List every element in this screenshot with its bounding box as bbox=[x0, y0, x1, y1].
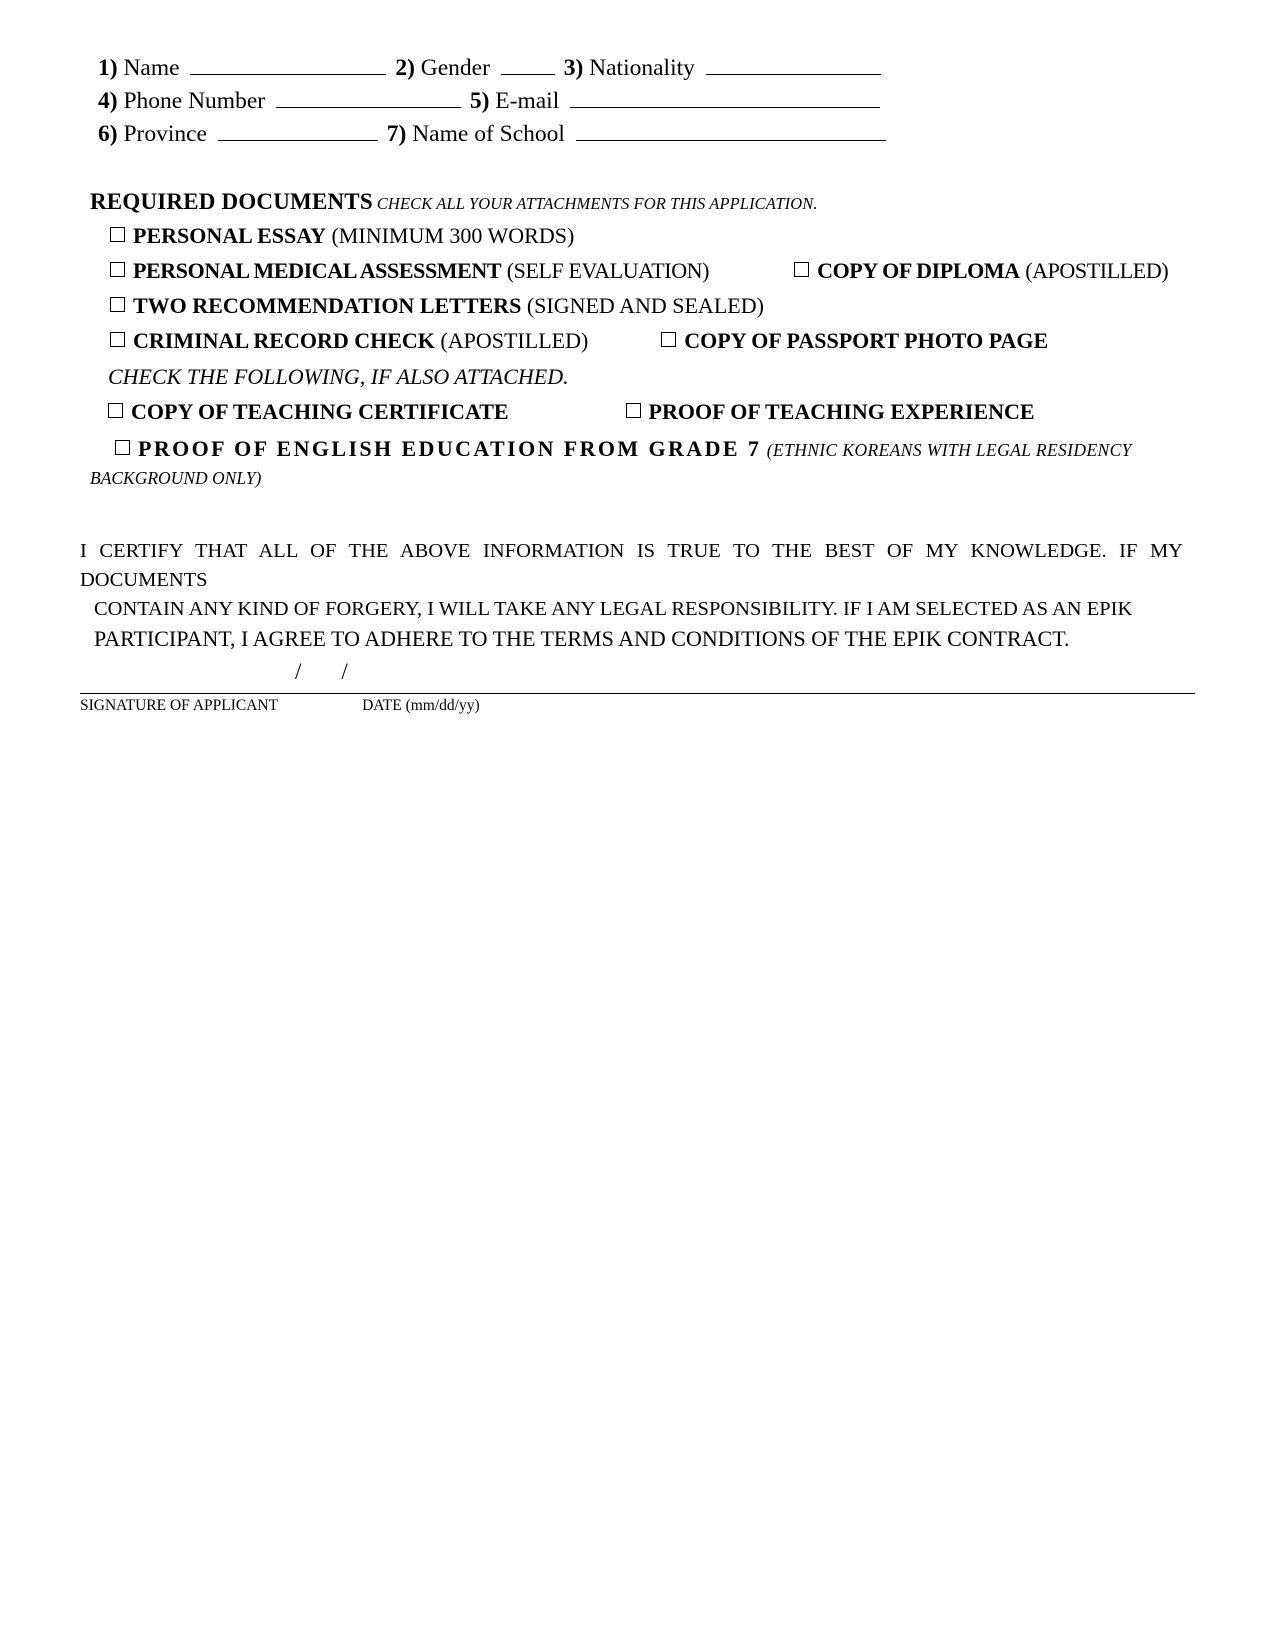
field-number-7: 7) bbox=[386, 121, 407, 147]
signature-rule bbox=[80, 693, 1195, 694]
document-note-personal-essay: (MINIMUM 300 WORDS) bbox=[331, 223, 575, 248]
document-label-medical-assessment: PERSONAL MEDICAL ASSESSMENT bbox=[133, 258, 502, 283]
document-note-copy-of-diploma: (APOSTILLED) bbox=[1025, 258, 1169, 283]
document-note-english-education: (ETHNIC KOREANS WITH LEGAL RESIDENCY bbox=[766, 440, 1132, 460]
checkbox-icon-english-education[interactable] bbox=[115, 440, 130, 455]
checkbox-icon-personal-essay[interactable] bbox=[110, 227, 125, 242]
field-number-3: 3) bbox=[563, 55, 584, 81]
document-row-medical-assessment bbox=[90, 256, 1195, 285]
info-line-2 bbox=[80, 85, 1195, 118]
field-label-nationality: Nationality bbox=[589, 55, 695, 81]
field-label-gender: Gender bbox=[420, 55, 490, 81]
checkbox-icon-medical-assessment[interactable] bbox=[110, 262, 125, 277]
document-note-medical-assessment: (SELF EVALUATION) bbox=[506, 258, 710, 283]
field-label-school: Name of School bbox=[412, 121, 565, 147]
required-documents-heading: REQUIRED DOCUMENTS bbox=[90, 189, 373, 214]
document-row-criminal-record-check bbox=[90, 326, 1195, 355]
checkbox-icon-passport-photo-page[interactable] bbox=[661, 332, 676, 347]
field-label-email: E-mail bbox=[495, 88, 560, 114]
document-row-recommendation-letters bbox=[90, 291, 1195, 320]
document-label-teaching-experience: PROOF OF TEACHING EXPERIENCE bbox=[648, 399, 1035, 424]
required-documents-heading-note: CHECK ALL YOUR ATTACHMENTS FOR THIS APPLICATION. bbox=[376, 194, 818, 213]
personal-information-block bbox=[80, 52, 1195, 151]
date-separators bbox=[295, 659, 350, 685]
document-label-personal-essay: PERSONAL ESSAY bbox=[133, 223, 326, 248]
document-row-english-education bbox=[90, 434, 1195, 491]
field-label-phone: Phone Number bbox=[123, 88, 266, 114]
nationality-input[interactable] bbox=[706, 55, 881, 75]
name-input[interactable] bbox=[190, 55, 386, 75]
field-label-name: Name bbox=[123, 55, 180, 81]
field-number-6: 6) bbox=[98, 121, 118, 147]
checkbox-icon-copy-of-diploma[interactable] bbox=[794, 262, 809, 277]
document-label-teaching-certificate: COPY OF TEACHING CERTIFICATE bbox=[131, 399, 509, 424]
field-number-1: 1) bbox=[98, 55, 118, 81]
document-label-criminal-record-check: CRIMINAL RECORD CHECK bbox=[133, 328, 435, 353]
document-label-english-education: PROOF OF ENGLISH EDUCATION FROM GRADE 7 bbox=[138, 436, 762, 461]
document-row-teaching-certificate bbox=[90, 397, 1195, 426]
info-line-3 bbox=[80, 118, 1195, 151]
required-documents-section bbox=[80, 189, 1195, 491]
province-input[interactable] bbox=[218, 121, 378, 141]
date-slash-2: / bbox=[341, 659, 350, 684]
field-number-2: 2) bbox=[395, 55, 415, 81]
info-line-1 bbox=[80, 52, 1195, 85]
document-label-copy-of-diploma: COPY OF DIPLOMA bbox=[817, 258, 1020, 283]
document-note-english-education-cont: BACKGROUND ONLY) bbox=[90, 468, 262, 488]
document-note-recommendation-letters: (SIGNED AND SEALED) bbox=[526, 293, 764, 318]
field-number-4: 4) bbox=[98, 88, 118, 114]
phone-input[interactable] bbox=[276, 88, 461, 108]
email-input[interactable] bbox=[570, 88, 880, 108]
optional-documents-heading: CHECK THE FOLLOWING, IF ALSO ATTACHED. bbox=[108, 364, 569, 389]
certification-paragraph bbox=[80, 537, 1195, 653]
school-input[interactable] bbox=[576, 121, 886, 141]
date-slash-1: / bbox=[295, 659, 304, 684]
certification-line-3: PARTICIPANT, I AGREE TO ADHERE TO THE TERMS AND CONDITIONS OF THE EPIK CONTRACT. bbox=[94, 626, 1070, 651]
certification-line-1: I CERTIFY THAT ALL OF THE ABOVE INFORMATION IS TRUE TO THE BEST OF MY KNOWLEDGE. IF MY DOCUMENTS bbox=[80, 540, 1183, 591]
field-label-province: Province bbox=[123, 121, 207, 147]
required-documents-heading-row bbox=[90, 189, 1195, 215]
signature-labels bbox=[80, 697, 480, 715]
checkbox-icon-recommendation-letters[interactable] bbox=[110, 297, 125, 312]
certification-line-2: CONTAIN ANY KIND OF FORGERY, I WILL TAKE ANY LEGAL RESPONSIBILITY. IF I AM SELECTED AS AN EPIK bbox=[94, 598, 1133, 620]
checkbox-icon-teaching-experience[interactable] bbox=[626, 403, 641, 418]
checkbox-icon-criminal-record-check[interactable] bbox=[110, 332, 125, 347]
signature-area bbox=[80, 659, 1195, 715]
checkbox-icon-teaching-certificate[interactable] bbox=[108, 403, 123, 418]
gender-input[interactable] bbox=[501, 55, 555, 75]
document-label-passport-photo-page: COPY OF PASSPORT PHOTO PAGE bbox=[684, 328, 1049, 353]
signature-label: SIGNATURE OF APPLICANT bbox=[80, 697, 279, 714]
document-note-criminal-record-check: (APOSTILLED) bbox=[440, 328, 589, 353]
document-row-personal-essay bbox=[90, 221, 1195, 250]
field-number-5: 5) bbox=[469, 88, 490, 114]
document-label-recommendation-letters: TWO RECOMMENDATION LETTERS bbox=[133, 293, 522, 318]
date-label: DATE (mm/dd/yy) bbox=[362, 697, 480, 714]
